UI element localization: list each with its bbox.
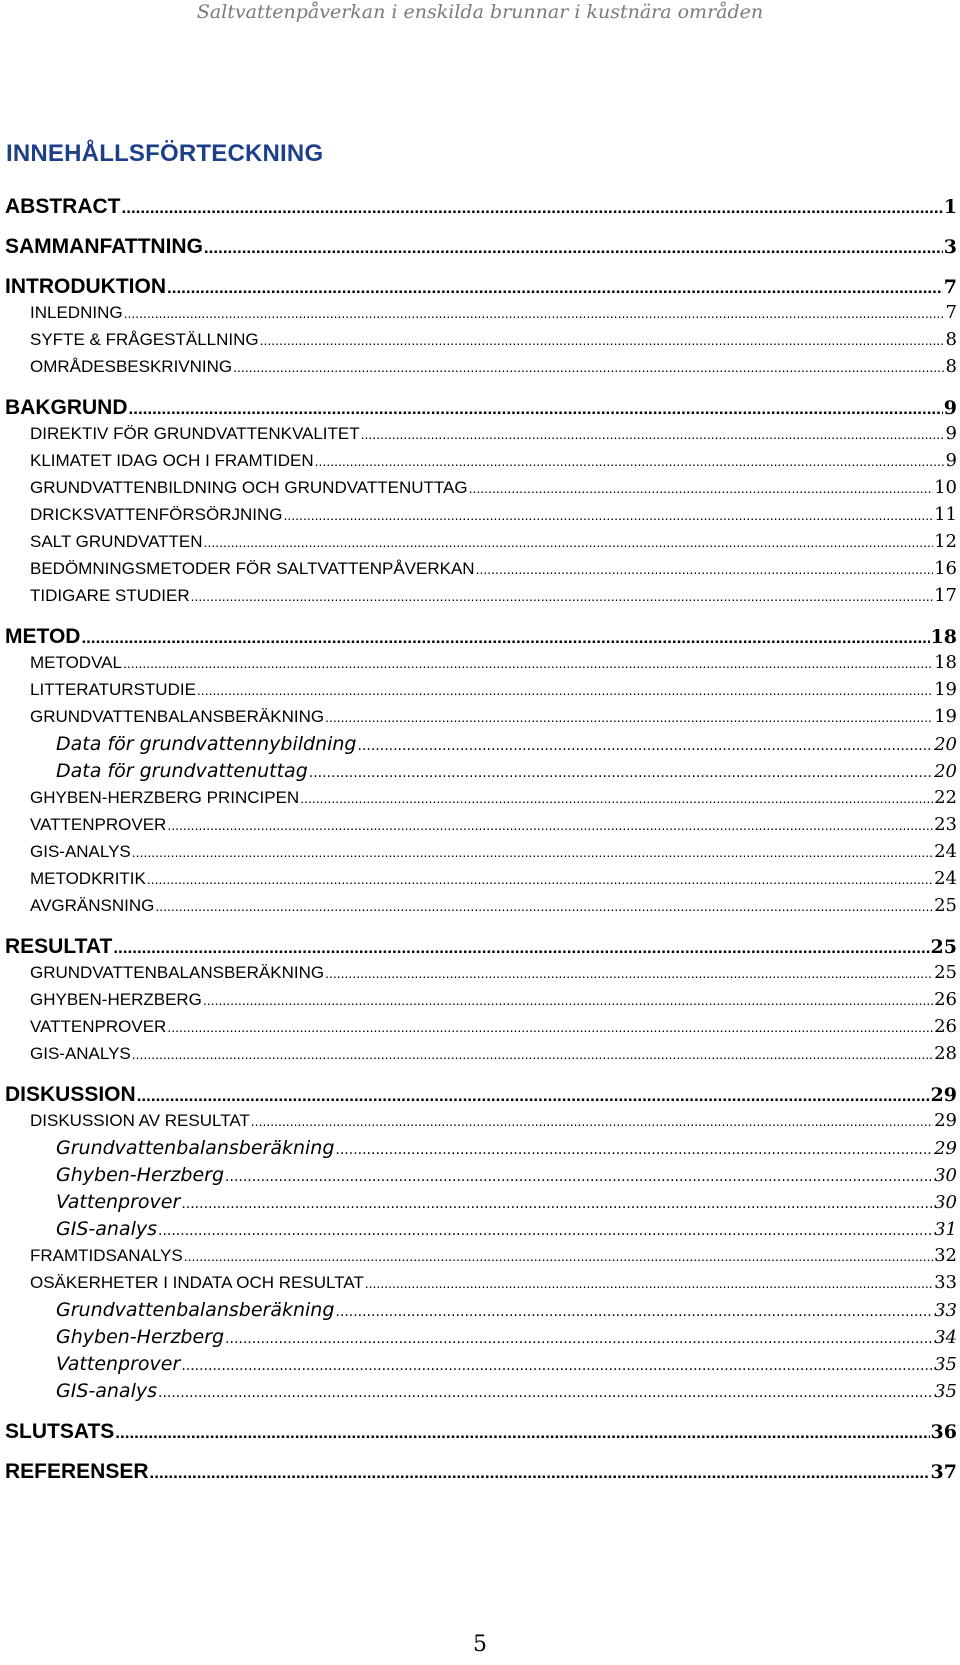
toc-entry-label: GHYBEN-HERZBERG PRINCIPEN bbox=[30, 788, 300, 807]
toc-entry-page: 11 bbox=[934, 504, 957, 525]
toc-entry-page: 19 bbox=[934, 706, 957, 727]
toc-entry[interactable] bbox=[30, 504, 957, 525]
toc-entry-page: 29 bbox=[930, 1084, 957, 1106]
dot-leader bbox=[300, 790, 933, 806]
toc-entry[interactable] bbox=[30, 868, 957, 889]
dot-leader bbox=[81, 628, 929, 648]
toc-entry[interactable] bbox=[56, 1380, 957, 1402]
toc-entry[interactable] bbox=[30, 1043, 957, 1064]
toc-entry-label: VATTENPROVER bbox=[30, 815, 167, 834]
toc-entry-page: 20 bbox=[934, 761, 957, 782]
toc-entry-page: 22 bbox=[934, 787, 957, 808]
toc-entry-page: 16 bbox=[934, 558, 957, 579]
toc-entry-label: TIDIGARE STUDIER bbox=[30, 586, 190, 605]
toc-entry-page: 25 bbox=[934, 895, 957, 916]
toc-entry-page: 26 bbox=[934, 1016, 957, 1037]
toc-entry-page: 35 bbox=[934, 1381, 957, 1402]
toc-entry-page: 3 bbox=[943, 236, 957, 258]
toc-entry[interactable] bbox=[5, 275, 957, 299]
toc-entry[interactable] bbox=[56, 1299, 957, 1321]
toc-entry-label: Ghyben-Herzberg bbox=[56, 1326, 225, 1348]
dot-leader bbox=[204, 534, 934, 550]
toc-entry[interactable] bbox=[30, 962, 957, 983]
toc-entry-page: 29 bbox=[934, 1138, 957, 1159]
toc-entry-label: DIREKTIV FÖR GRUNDVATTENKVALITET bbox=[30, 424, 360, 443]
toc-entry[interactable] bbox=[30, 989, 957, 1010]
toc-entry-label: METOD bbox=[5, 625, 81, 648]
toc-entry-label: AVGRÄNSNING bbox=[30, 896, 155, 915]
toc-entry-page: 32 bbox=[934, 1245, 957, 1266]
toc-entry[interactable] bbox=[56, 760, 957, 782]
dot-leader bbox=[197, 682, 933, 698]
toc-entry-label: RESULTAT bbox=[5, 935, 113, 958]
toc-entry-page: 26 bbox=[934, 989, 957, 1010]
toc-entry[interactable] bbox=[5, 235, 957, 259]
dot-leader bbox=[122, 198, 943, 218]
dot-leader bbox=[325, 709, 933, 725]
toc-entry[interactable] bbox=[5, 195, 957, 219]
toc-entry-label: Vattenprover bbox=[56, 1353, 181, 1375]
dot-leader bbox=[167, 817, 933, 833]
toc-entry[interactable] bbox=[56, 1164, 957, 1186]
toc-entry-label: GRUNDVATTENBILDNING OCH GRUNDVATTENUTTAG bbox=[30, 478, 468, 497]
toc-entry-label: INLEDNING bbox=[30, 303, 123, 322]
dot-leader bbox=[284, 507, 934, 523]
running-header: Saltvattenpåverkan i enskilda brunnar i kustnära områden bbox=[196, 1, 764, 23]
toc-entry[interactable] bbox=[5, 1083, 957, 1107]
toc-entry[interactable] bbox=[30, 787, 957, 808]
toc-entry[interactable] bbox=[30, 558, 957, 579]
toc-entry-label: KLIMATET IDAG OCH I FRAMTIDEN bbox=[30, 451, 314, 470]
dot-leader bbox=[147, 871, 933, 887]
toc-entry-page: 34 bbox=[934, 1327, 957, 1348]
toc-entry-label: Grundvattenbalansberäkning bbox=[56, 1299, 335, 1321]
toc-entry-label: BEDÖMNINGSMETODER FÖR SALTVATTENPÅVERKAN bbox=[30, 559, 475, 578]
toc-entry-label: ABSTRACT bbox=[5, 195, 121, 218]
toc-entry-label: OSÄKERHETER I INDATA OCH RESULTAT bbox=[30, 1273, 364, 1292]
toc-entry-page: 8 bbox=[945, 356, 957, 377]
toc-entry[interactable] bbox=[30, 1110, 957, 1131]
toc-entry[interactable] bbox=[5, 625, 957, 649]
toc-entry[interactable] bbox=[30, 841, 957, 862]
toc-entry[interactable] bbox=[56, 1353, 957, 1375]
toc-entry[interactable] bbox=[30, 450, 957, 471]
toc-entry[interactable] bbox=[30, 1272, 957, 1293]
dot-leader bbox=[184, 1248, 933, 1264]
toc-entry-label: Data för grundvattennybildning bbox=[56, 733, 357, 755]
dot-leader bbox=[167, 1019, 933, 1035]
dot-leader bbox=[204, 238, 943, 258]
toc-entry-page: 12 bbox=[934, 531, 957, 552]
toc-entry[interactable] bbox=[5, 1420, 957, 1444]
toc-entry[interactable] bbox=[30, 1245, 957, 1266]
dot-leader bbox=[123, 655, 933, 671]
toc-entry[interactable] bbox=[30, 679, 957, 700]
toc-entry-page: 9 bbox=[945, 450, 957, 471]
toc-entry-label: SLUTSATS bbox=[5, 1420, 115, 1443]
toc-entry-page: 25 bbox=[934, 962, 957, 983]
dot-leader bbox=[191, 588, 933, 604]
toc-entry[interactable] bbox=[30, 814, 957, 835]
toc-entry-page: 18 bbox=[930, 626, 957, 648]
dot-leader bbox=[132, 1046, 933, 1062]
toc-entry[interactable] bbox=[5, 935, 957, 959]
toc-entry-label: GIS-ANALYS bbox=[30, 1044, 131, 1063]
dot-leader bbox=[124, 305, 945, 321]
toc-entry-page: 36 bbox=[930, 1421, 957, 1443]
dot-leader bbox=[251, 1113, 933, 1129]
toc-entry[interactable] bbox=[5, 396, 957, 420]
toc-entry[interactable] bbox=[30, 585, 957, 606]
toc-entry-page: 30 bbox=[934, 1165, 957, 1186]
dot-leader bbox=[233, 359, 944, 375]
dot-leader bbox=[158, 1385, 933, 1401]
toc-entry[interactable] bbox=[56, 1326, 957, 1348]
toc-entry-label: REFERENSER bbox=[5, 1460, 149, 1483]
toc-entry-page: 35 bbox=[934, 1354, 957, 1375]
dot-leader bbox=[260, 332, 945, 348]
toc-entry[interactable] bbox=[30, 477, 957, 498]
dot-leader bbox=[358, 738, 934, 754]
toc-entry[interactable] bbox=[30, 423, 957, 444]
dot-leader bbox=[181, 1358, 933, 1374]
toc-entry-label: SAMMANFATTNING bbox=[5, 235, 203, 258]
toc-entry-label: DISKUSSION bbox=[5, 1083, 136, 1106]
dot-leader bbox=[365, 1275, 933, 1291]
toc-entry[interactable] bbox=[30, 329, 957, 350]
toc-entry-page: 20 bbox=[934, 734, 957, 755]
dot-leader bbox=[476, 561, 934, 577]
dot-leader bbox=[181, 1196, 933, 1212]
toc-entry-page: 33 bbox=[934, 1272, 957, 1293]
toc-entry-page: 9 bbox=[945, 423, 957, 444]
toc-entry-label: OMRÅDESBESKRIVNING bbox=[30, 357, 233, 376]
toc-entry[interactable] bbox=[30, 706, 957, 727]
toc-entry-page: 37 bbox=[930, 1461, 957, 1483]
toc-entry-label: Ghyben-Herzberg bbox=[56, 1164, 225, 1186]
toc-entry-label: DISKUSSION AV RESULTAT bbox=[30, 1111, 250, 1130]
toc-entry-label: GIS-ANALYS bbox=[30, 842, 131, 861]
toc-entry-label: Data för grundvattenuttag bbox=[56, 760, 308, 782]
dot-leader bbox=[225, 1169, 933, 1185]
toc-entry-page: 17 bbox=[934, 585, 957, 606]
toc-entry-page: 33 bbox=[934, 1300, 957, 1321]
dot-leader bbox=[150, 1463, 930, 1483]
dot-leader bbox=[325, 965, 933, 981]
toc-entry-page: 23 bbox=[934, 814, 957, 835]
toc-entry-page: 29 bbox=[934, 1110, 957, 1131]
dot-leader bbox=[335, 1142, 933, 1158]
toc-entry-label: GHYBEN-HERZBERG bbox=[30, 990, 202, 1009]
dot-leader bbox=[309, 765, 933, 781]
toc-entry[interactable] bbox=[30, 895, 957, 916]
toc-entry-page: 28 bbox=[934, 1043, 957, 1064]
toc-entry-page: 9 bbox=[943, 397, 957, 419]
toc-entry[interactable] bbox=[5, 1460, 957, 1484]
toc-entry[interactable] bbox=[56, 1191, 957, 1213]
toc-entry[interactable] bbox=[30, 531, 957, 552]
toc-entry[interactable] bbox=[56, 733, 957, 755]
toc-entry-label: DRICKSVATTENFÖRSÖRJNING bbox=[30, 505, 283, 524]
toc-entry-page: 31 bbox=[934, 1219, 957, 1240]
toc-entry-page: 25 bbox=[930, 936, 957, 958]
dot-leader bbox=[115, 1423, 929, 1443]
dot-leader bbox=[315, 453, 945, 469]
toc-entry-label: INTRODUKTION bbox=[5, 275, 166, 298]
toc-entry-label: Vattenprover bbox=[56, 1191, 181, 1213]
toc-entry[interactable] bbox=[56, 1218, 957, 1240]
page-number: 5 bbox=[473, 1632, 487, 1657]
dot-leader bbox=[225, 1331, 933, 1347]
toc-entry-label: VATTENPROVER bbox=[30, 1017, 167, 1036]
toc-entry[interactable] bbox=[30, 652, 957, 673]
dot-leader bbox=[113, 938, 929, 958]
dot-leader bbox=[203, 992, 933, 1008]
dot-leader bbox=[469, 480, 933, 496]
toc-entry-page: 24 bbox=[934, 868, 957, 889]
toc-entry-label: Grundvattenbalansberäkning bbox=[56, 1137, 335, 1159]
toc-entry[interactable] bbox=[30, 302, 957, 323]
toc-entry-label: GIS-analys bbox=[56, 1380, 157, 1402]
toc-entry-label: FRAMTIDSANALYS bbox=[30, 1246, 183, 1265]
toc-entry[interactable] bbox=[30, 356, 957, 377]
dot-leader bbox=[335, 1304, 933, 1320]
toc-entry-page: 1 bbox=[943, 196, 957, 218]
toc-entry[interactable] bbox=[56, 1137, 957, 1159]
toc-entry-label: LITTERATURSTUDIE bbox=[30, 680, 196, 699]
toc-entry[interactable] bbox=[30, 1016, 957, 1037]
toc-entry-label: METODKRITIK bbox=[30, 869, 146, 888]
dot-leader bbox=[361, 426, 945, 442]
toc-entry-label: SALT GRUNDVATTEN bbox=[30, 532, 203, 551]
toc-entry-page: 18 bbox=[934, 652, 957, 673]
dot-leader bbox=[129, 399, 943, 419]
toc-entry-page: 8 bbox=[945, 329, 957, 350]
toc-entry-page: 19 bbox=[934, 679, 957, 700]
dot-leader bbox=[155, 898, 933, 914]
toc-entry-label: GIS-analys bbox=[56, 1218, 157, 1240]
dot-leader bbox=[167, 278, 943, 298]
toc-entry-label: METODVAL bbox=[30, 653, 122, 672]
toc-entry-page: 10 bbox=[934, 477, 957, 498]
dot-leader bbox=[158, 1223, 933, 1239]
toc-entry-page: 7 bbox=[943, 276, 957, 298]
toc-entry-label: GRUNDVATTENBALANSBERÄKNING bbox=[30, 707, 325, 726]
toc-entry-page: 7 bbox=[945, 302, 957, 323]
dot-leader bbox=[132, 844, 933, 860]
toc-entry-page: 30 bbox=[934, 1192, 957, 1213]
toc-entry-page: 24 bbox=[934, 841, 957, 862]
toc-entry-label: BAKGRUND bbox=[5, 396, 128, 419]
toc-title: INNEHÅLLSFÖRTECKNING bbox=[6, 140, 324, 167]
toc-entry-label: SYFTE & FRÅGESTÄLLNING bbox=[30, 330, 259, 349]
toc-entry-label: GRUNDVATTENBALANSBERÄKNING bbox=[30, 963, 325, 982]
dot-leader bbox=[137, 1086, 930, 1106]
